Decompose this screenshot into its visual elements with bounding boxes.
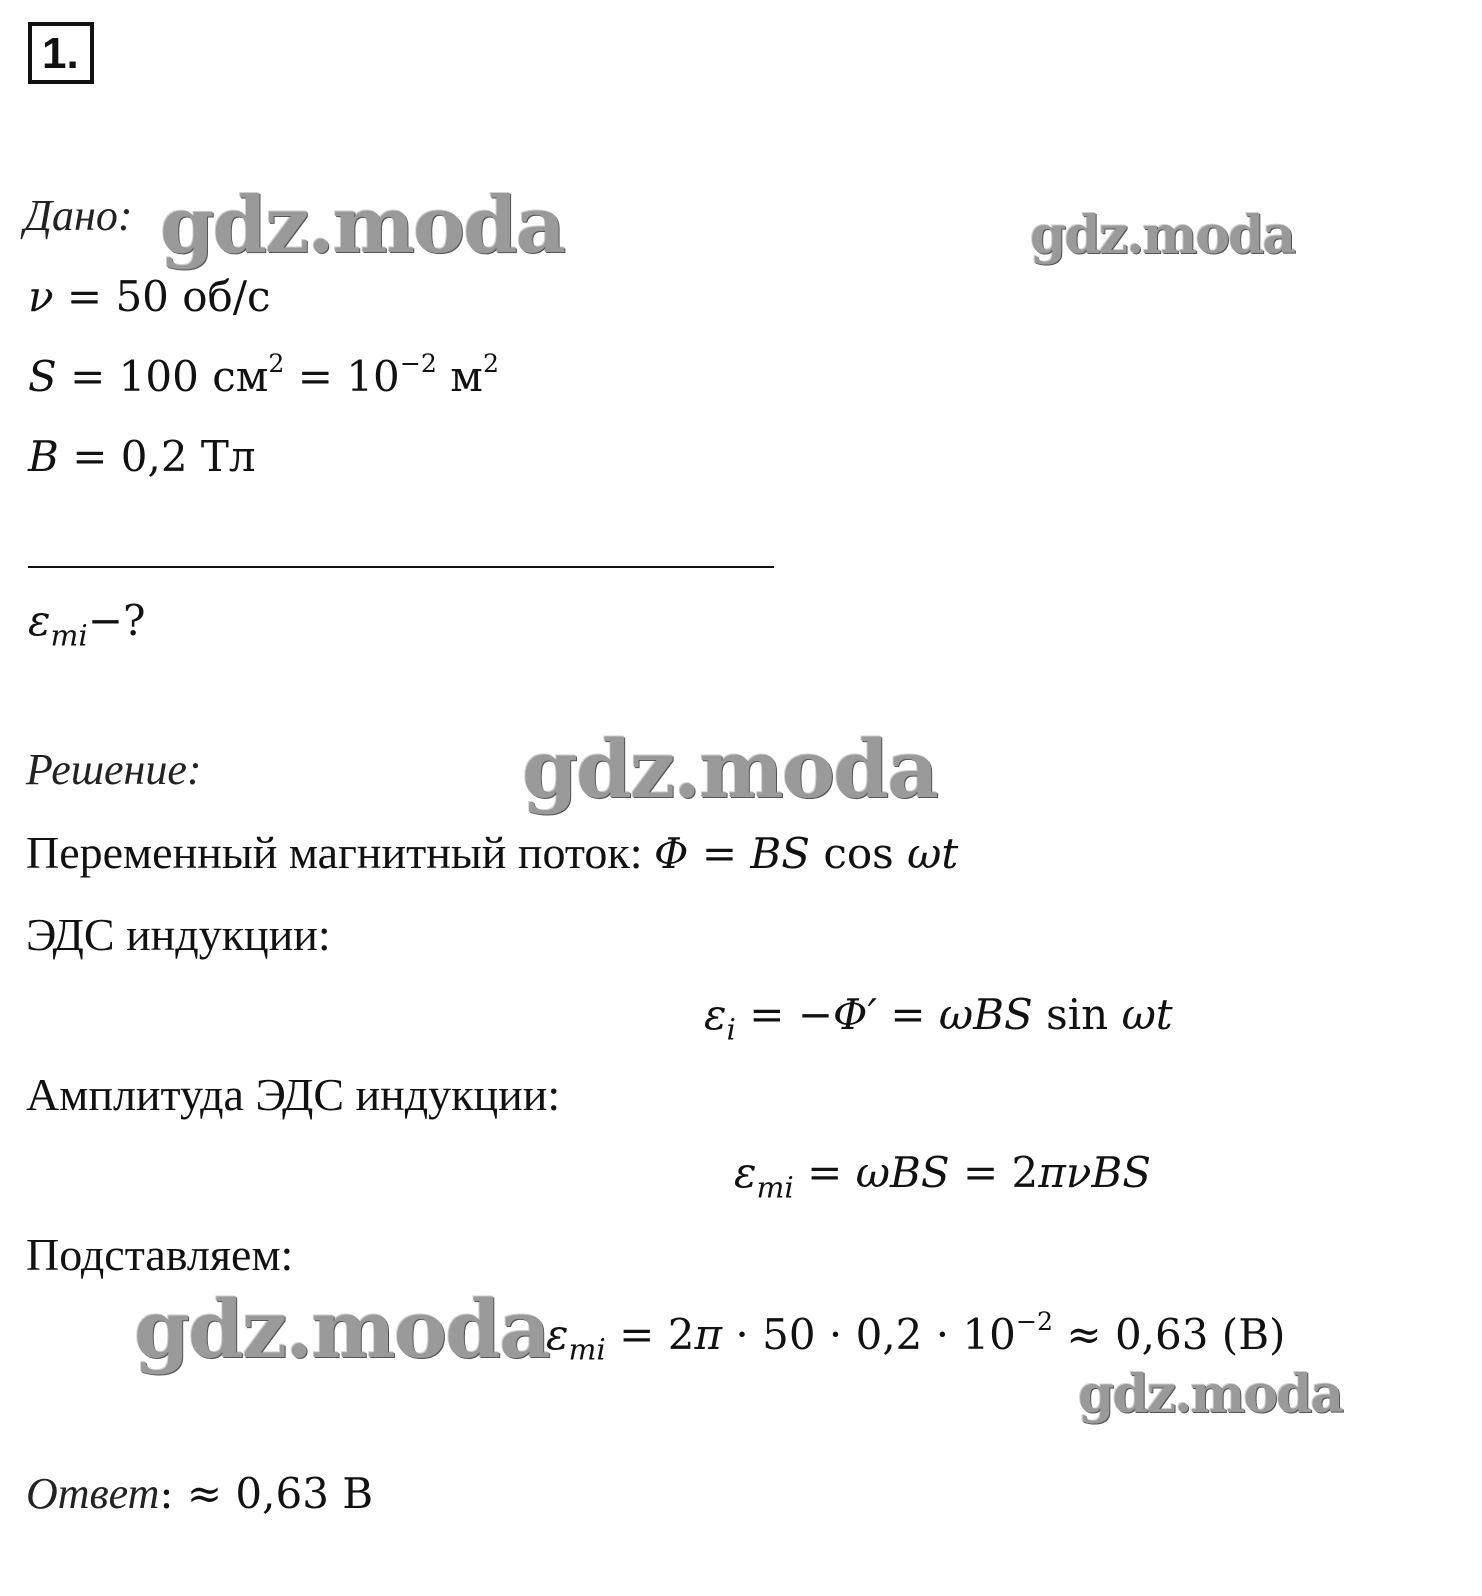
given-field bbox=[28, 432, 256, 481]
field-symbol: B bbox=[28, 432, 59, 481]
watermark: gdz.moda bbox=[134, 1282, 549, 1376]
watermark: gdz.moda bbox=[1078, 1364, 1343, 1425]
amp-pinu: πνBS bbox=[1038, 1148, 1152, 1197]
given-nu bbox=[28, 272, 271, 321]
emf-formula bbox=[704, 990, 1173, 1047]
given-area bbox=[28, 349, 499, 401]
find-line bbox=[28, 596, 146, 653]
solution-label: Решение: bbox=[26, 745, 202, 794]
subst-rest3: ≈ 0,63 (В) bbox=[1053, 1310, 1286, 1359]
area-eq2: = 10 bbox=[297, 352, 400, 401]
subst-rest1: = 2 bbox=[605, 1310, 695, 1359]
area-sup2: −2 bbox=[399, 349, 437, 379]
emf-eps: ε bbox=[704, 990, 727, 1039]
amp-text: Амплитуда ЭДС индукции: bbox=[26, 1069, 561, 1120]
emf-sub: i bbox=[726, 1012, 736, 1047]
area-sup3: 2 bbox=[482, 349, 499, 379]
flux-eq: = bbox=[688, 829, 751, 878]
nu-value: = 50 об/с bbox=[66, 272, 271, 321]
flux-cos: cos bbox=[810, 829, 908, 878]
flux-wt: ωt bbox=[907, 829, 959, 878]
field-value: = 0,2 Тл bbox=[72, 432, 256, 481]
amp-rest2: = 2 bbox=[949, 1148, 1039, 1197]
amp-rest1: = bbox=[793, 1148, 856, 1197]
subst-text: Подставляем: bbox=[26, 1229, 294, 1280]
subst-rest2: · 50 · 0,2 · 10 bbox=[722, 1310, 1016, 1359]
problem-number: 1. bbox=[28, 22, 94, 84]
find-sub: mi bbox=[50, 618, 88, 653]
given-label: Дано: bbox=[24, 191, 133, 240]
flux-line bbox=[26, 826, 958, 879]
find-suffix: −? bbox=[87, 596, 146, 645]
answer-label: Ответ bbox=[26, 1469, 160, 1518]
amp-wbs: ωBS bbox=[855, 1148, 950, 1197]
area-sup1: 2 bbox=[268, 349, 285, 379]
emf-phi: Φ′ bbox=[833, 990, 878, 1039]
subst-sub: mi bbox=[568, 1332, 606, 1367]
emf-rest1: = − bbox=[735, 990, 834, 1039]
answer-line bbox=[26, 1468, 373, 1519]
find-symbol: ε bbox=[28, 596, 51, 645]
subst-sup: −2 bbox=[1015, 1307, 1054, 1337]
amp-eps: ε bbox=[734, 1148, 757, 1197]
emf-wbs: ωBS bbox=[938, 990, 1033, 1039]
watermark: gdz.moda bbox=[522, 722, 937, 816]
emf-sin: sin bbox=[1032, 990, 1122, 1039]
subst-eps: ε bbox=[546, 1310, 569, 1359]
subst-pi: π bbox=[694, 1310, 723, 1359]
emf-wt: ωt bbox=[1121, 990, 1173, 1039]
area-symbol: S bbox=[28, 352, 57, 401]
flux-phi: Φ bbox=[654, 829, 689, 878]
amp-formula bbox=[734, 1148, 1152, 1205]
nu-symbol: ν bbox=[28, 272, 54, 321]
area-eq3: м bbox=[436, 352, 483, 401]
watermark: gdz.moda bbox=[1030, 205, 1295, 266]
answer-value: : ≈ 0,63 В bbox=[159, 1469, 374, 1518]
area-eq1: = 100 см bbox=[70, 352, 269, 401]
flux-bs: BS bbox=[750, 829, 811, 878]
subst-formula bbox=[546, 1307, 1286, 1367]
watermark: gdz.moda bbox=[160, 180, 565, 271]
flux-text: Переменный магнитный поток: bbox=[26, 827, 655, 878]
amp-sub: mi bbox=[756, 1170, 794, 1205]
given-divider bbox=[28, 566, 774, 568]
emf-text: ЭДС индукции: bbox=[26, 909, 331, 960]
emf-rest2: = bbox=[877, 990, 939, 1039]
